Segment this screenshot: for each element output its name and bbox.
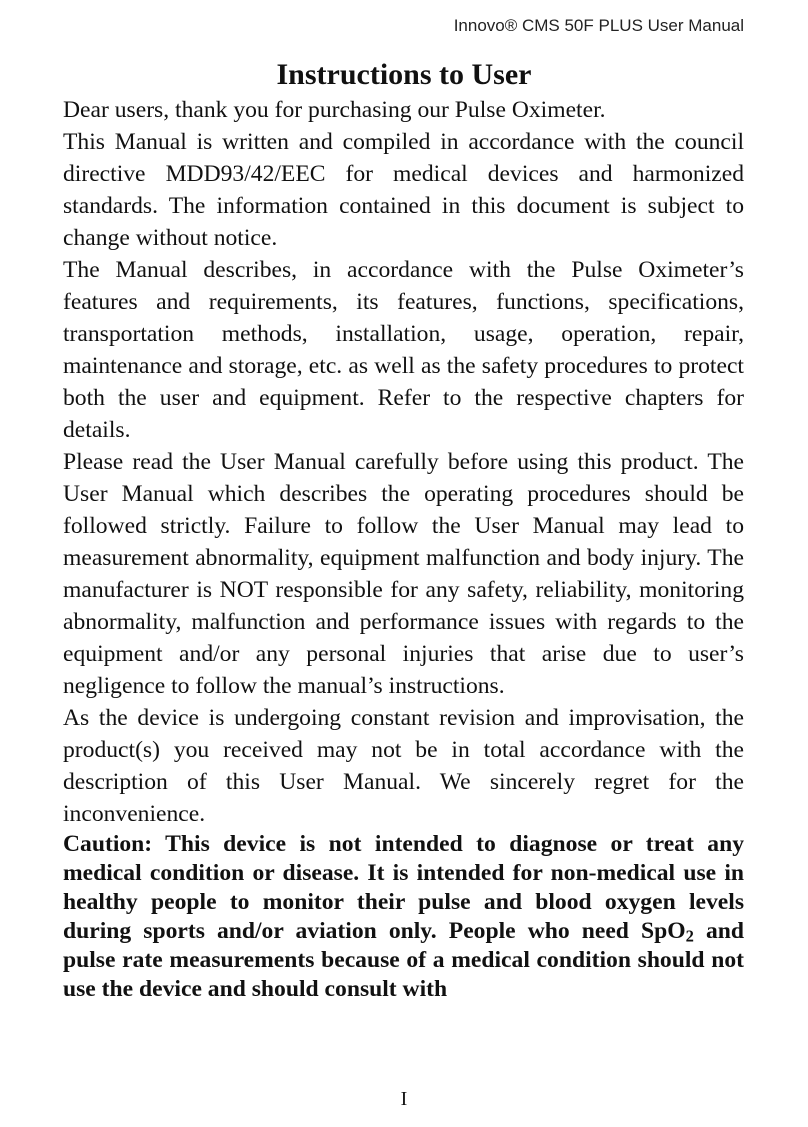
document-body — [63, 94, 744, 1004]
running-header: Innovo® CMS 50F PLUS User Manual — [453, 16, 744, 35]
paragraph-greeting: Dear users, thank you for purchasing our Pulse Oximeter. — [63, 97, 606, 123]
paragraph-revision-notice: As the device is undergoing constant revision and improvisation, the product(s) you received may not be in total accordance with the description of this User Manual. We sincerely regret for the inconvenience. — [63, 705, 744, 827]
paragraph-read-carefully: Please read the User Manual carefully before using this product. The User Manual which describes the operating procedures should be followed strictly. Failure to follow the User Manual may lead to measurement abnormality, equipment malfunction and body injury. The manufacturer is NOT responsible for any safety, reliability, monitoring abnormality, malfunction and performance issues with regards to the equipment and/or any personal injuries that arise due to user’s negligence to follow the manual’s instructions. — [63, 449, 744, 699]
paragraph-compliance: This Manual is written and compiled in accordance with the council directive MDD93/42/EEC for medical devices and harmonized standards. The information contained in this document is subject to change without notice. — [63, 129, 744, 251]
caution-text-part2: and pulse rate measurements because of a medical condition should not use the device and should consult with — [63, 918, 744, 1002]
caution-subscript: 2 — [685, 926, 694, 946]
caution-paragraph — [63, 830, 744, 1004]
page-title: Instructions to User — [276, 58, 532, 91]
paragraph-manual-scope: The Manual describes, in accordance with the Pulse Oximeter’s features and requirements, its features, functions, specifications, transportation methods, installation, usage, operation, repair, maintenance and storage, etc. as well as the safety procedures to protect both the user and equipment. Refer to the respective chapters for details. — [63, 257, 744, 443]
page-number: I — [400, 1088, 408, 1110]
caution-text-part1: Caution: This device is not intended to diagnose or treat any medical condition or disease. It is intended for non-medical use in healthy people to monitor their pulse and blood oxygen levels during sports and/or aviation only. People who need SpO — [63, 831, 744, 944]
